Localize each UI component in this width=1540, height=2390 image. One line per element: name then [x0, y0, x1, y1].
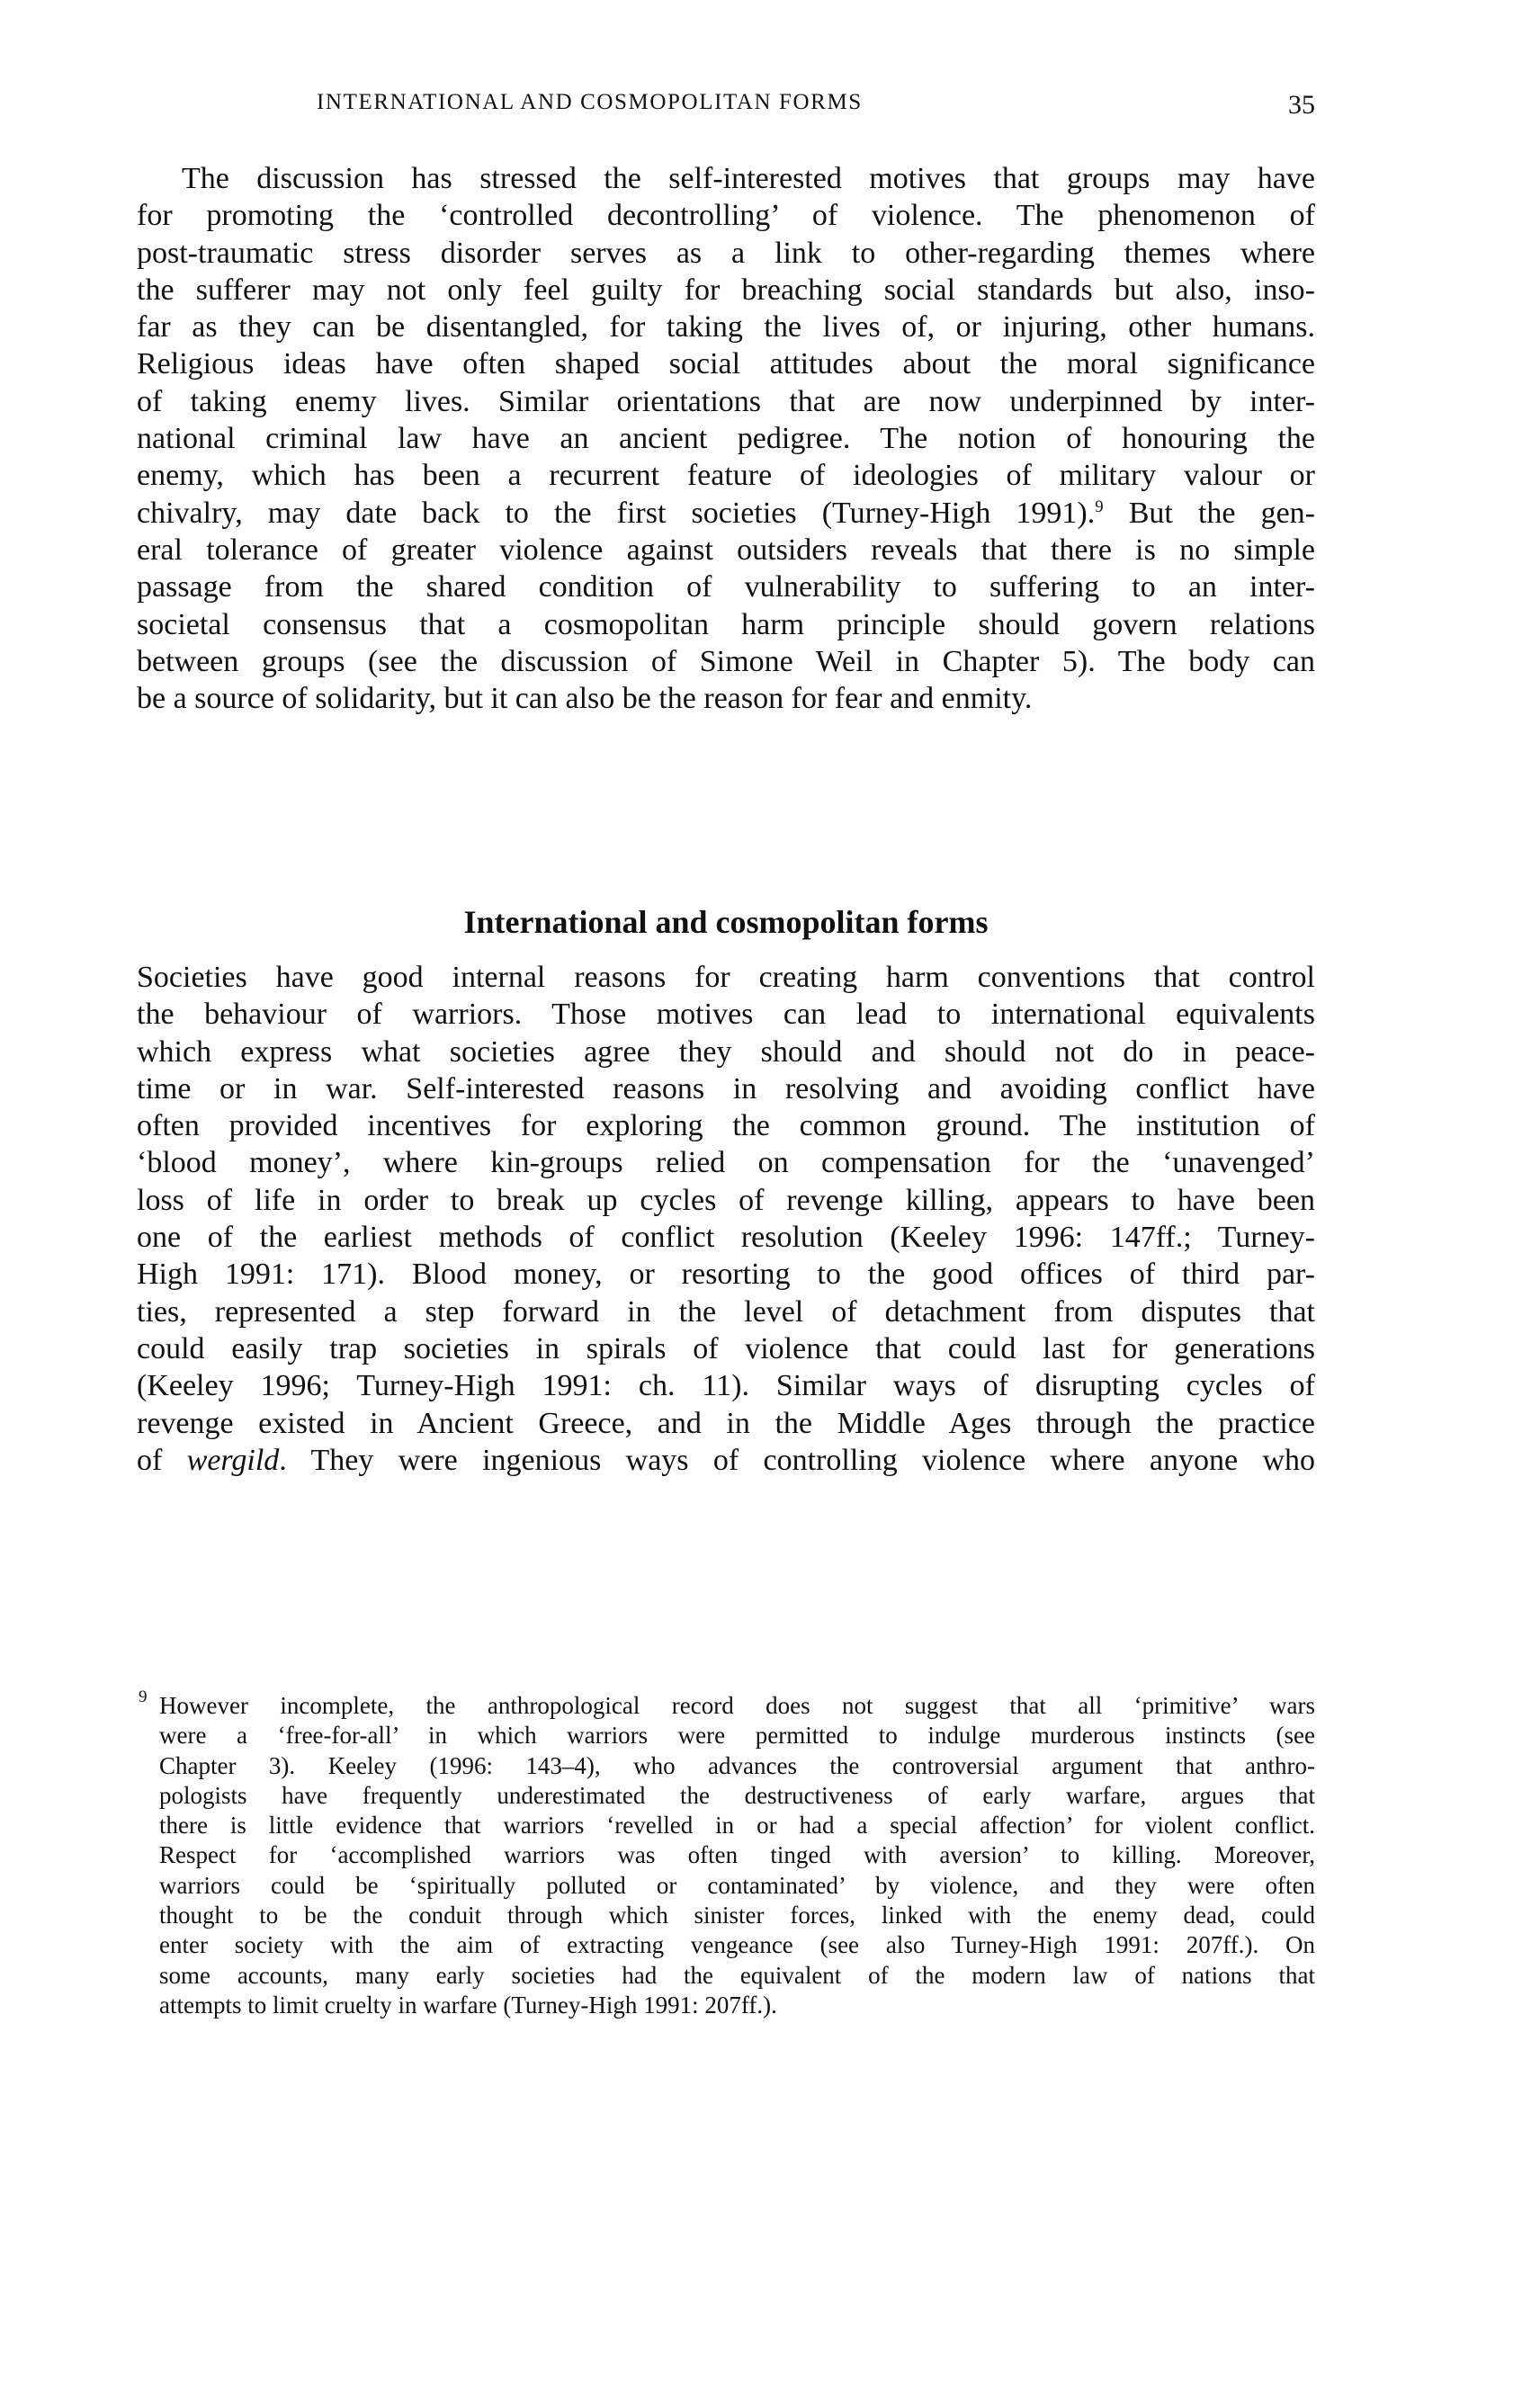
text-line: The discussion has stressed the self-interested motives that groups may have [182, 162, 1315, 195]
text-segment: But the gen- [1103, 496, 1315, 530]
text-line: High 1991: 171). Blood money, or resorting to the good offices of third par- [137, 1258, 1315, 1292]
footnote-line: thought to be the conduit through which sinister forces, linked with the enemy dead, could [159, 1902, 1315, 1929]
footnote-line: pologists have frequently underestimated the destructiveness of early warfare, argues that [159, 1781, 1315, 1809]
text-line: loss of life in order to break up cycles of revenge killing, appears to have been [137, 1183, 1315, 1217]
footnote-line: enter society with the aim of extracting vengeance (see also Turney-High 1991: 207ff.). On [159, 1931, 1315, 1959]
text-line: time or in war. Self-interested reasons in resolving and avoiding conflict have [137, 1071, 1315, 1105]
text-line: be a source of solidarity, but it can also be the reason for fear and enmity. [137, 682, 1033, 716]
text-line: eral tolerance of greater violence against outsiders reveals that there is no simple [137, 533, 1315, 567]
text-line-with-footnote-ref [137, 495, 1315, 532]
text-segment: . They were ingenious ways of controlling violence where anyone who [279, 1443, 1315, 1477]
footnote-line: some accounts, many early societies had the equivalent of the modern law of nations that [159, 1961, 1315, 1989]
footnote-line: were a ‘free-for-all’ in which warriors were permitted to indulge murderous instincts (see [159, 1722, 1315, 1750]
footnote-line: attempts to limit cruelty in warfare (Turney-High 1991: 207ff.). [159, 1991, 777, 2019]
italic-term: wergild [186, 1443, 280, 1477]
text-line: national criminal law have an ancient pedigree. The notion of honouring the [137, 422, 1315, 456]
footnote-line: warriors could be ‘spiritually polluted or contaminated’ by violence, and they were often [159, 1871, 1315, 1899]
text-line: passage from the shared condition of vulnerability to suffering to an inter- [137, 570, 1315, 604]
footnote-reference[interactable]: 9 [1095, 497, 1104, 516]
text-line: post-traumatic stress disorder serves as a link to other-regarding themes where [137, 236, 1315, 270]
text-line: Societies have good internal reasons for creating harm conventions that control [137, 961, 1315, 994]
footnote-line: However incomplete, the anthropological record does not suggest that all ‘primitive’ wars [159, 1692, 1315, 1719]
text-line: the sufferer may not only feel guilty for breaching social standards but also, inso- [137, 273, 1315, 307]
running-header [137, 90, 1315, 126]
text-line: of taking enemy lives. Similar orientations that are now underpinned by inter- [137, 384, 1315, 418]
footnote-line: there is little evidence that warriors ‘revelled in or had a special affection’ for violent conflict. [159, 1812, 1315, 1839]
text-line: which express what societies agree they should and should not do in peace- [137, 1034, 1315, 1069]
footnote-marker: 9 [139, 1687, 148, 1706]
text-line: ties, represented a step forward in the level of detachment from disputes that [137, 1294, 1315, 1329]
text-line: revenge existed in Ancient Greece, and in the Middle Ages through the practice [137, 1406, 1315, 1440]
text-line: societal consensus that a cosmopolitan harm principle should govern relations [137, 607, 1315, 641]
text-segment: of [137, 1443, 187, 1477]
text-line: (Keeley 1996; Turney-High 1991: ch. 11). Similar ways of disrupting cycles of [137, 1369, 1315, 1403]
footnote-line: Respect for ‘accomplished warriors was often tinged with aversion’ to killing. Moreover, [159, 1841, 1315, 1869]
footnote [137, 1687, 1315, 2020]
text-line: often provided incentives for exploring the common ground. The institution of [137, 1109, 1315, 1143]
text-line: between groups (see the discussion of Simone Weil in Chapter 5). The body can [137, 644, 1315, 678]
text-line: Religious ideas have often shaped social attitudes about the moral significance [137, 347, 1315, 381]
text-line: far as they can be disentangled, for taking the lives of, or injuring, other humans. [137, 310, 1315, 345]
text-line: could easily trap societies in spirals of violence that could last for generations [137, 1331, 1315, 1365]
text-segment: chivalry, may date back to the first societies (Turney-High 1991). [137, 496, 1096, 530]
text-line: enemy, which has been a recurrent feature of ideologies of military valour or [137, 459, 1315, 493]
page-number: 35 [1288, 90, 1315, 120]
text-line: ‘blood money’, where kin-groups relied on compensation for the ‘unavenged’ [137, 1146, 1315, 1180]
text-line: for promoting the ‘controlled decontrolling’ of violence. The phenomenon of [137, 199, 1315, 233]
text-line: one of the earliest methods of conflict resolution (Keeley 1996: 147ff.; Turney- [137, 1221, 1315, 1255]
footnote-line: Chapter 3). Keeley (1996: 143–4), who advances the controversial argument that anthro- [159, 1751, 1315, 1779]
paragraph-1 [137, 160, 1315, 717]
text-line: the behaviour of warriors. Those motives can lead to international equivalents [137, 998, 1315, 1032]
paragraph-2 [137, 959, 1315, 1479]
running-title: INTERNATIONAL AND COSMOPOLITAN FORMS [317, 90, 863, 114]
text-line-with-italic [137, 1442, 1315, 1479]
section-heading: International and cosmopolitan forms [463, 904, 989, 940]
